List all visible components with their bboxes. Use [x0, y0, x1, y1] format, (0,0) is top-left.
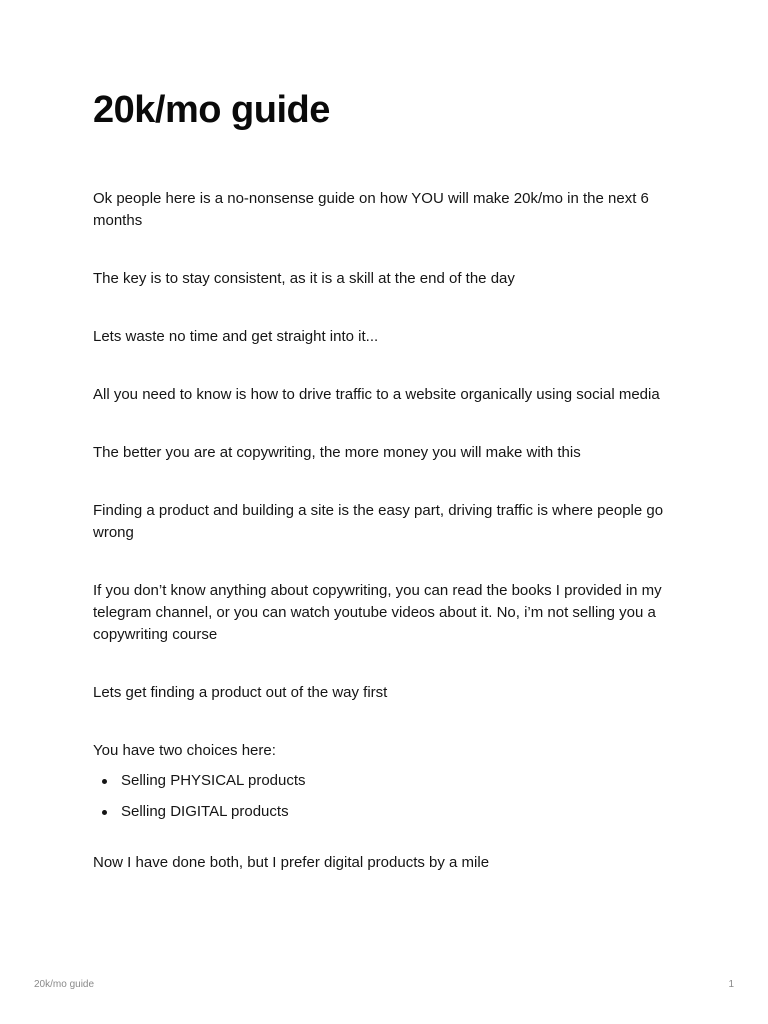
paragraph-resources: If you don’t know anything about copywriting, you can read the books I provided in my telegram channel, or you can watch youtube videos about it. No, i’m not selling you a copywriting course [93, 582, 662, 643]
paragraph-choices-intro: You have two choices here: [93, 742, 276, 759]
list-item [93, 770, 683, 792]
list-item-text: Selling DIGITAL products [121, 803, 289, 820]
paragraph-easy-part: Finding a product and building a site is the easy part, driving traffic is where people go wrong [93, 502, 664, 541]
paragraph-traffic: All you need to know is how to drive traffic to a website organically using social media [93, 386, 660, 403]
footer-page-number: 1 [728, 979, 734, 990]
paragraph-copywriting: The better you are at copywriting, the more money you will make with this [93, 444, 581, 461]
list-item-text: Selling PHYSICAL products [121, 772, 306, 789]
paragraph-intro: Ok people here is a no-nonsense guide on how YOU will make 20k/mo in the next 6 months [93, 190, 649, 229]
footer-doc-name: 20k/mo guide [34, 979, 95, 990]
paragraph-consistency: The key is to stay consistent, as it is a skill at the end of the day [93, 270, 515, 287]
paragraph-closing: Now I have done both, but I prefer digital products by a mile [93, 854, 490, 871]
list-item [93, 801, 683, 823]
choices-list [93, 770, 683, 823]
document-body [93, 88, 683, 874]
bullet-icon [102, 810, 107, 815]
paragraph-get-started: Lets waste no time and get straight into it... [93, 328, 379, 345]
paragraph-product: Lets get finding a product out of the way first [93, 684, 388, 701]
bullet-icon [102, 779, 107, 784]
document-title: 20k/mo guide [93, 89, 330, 131]
